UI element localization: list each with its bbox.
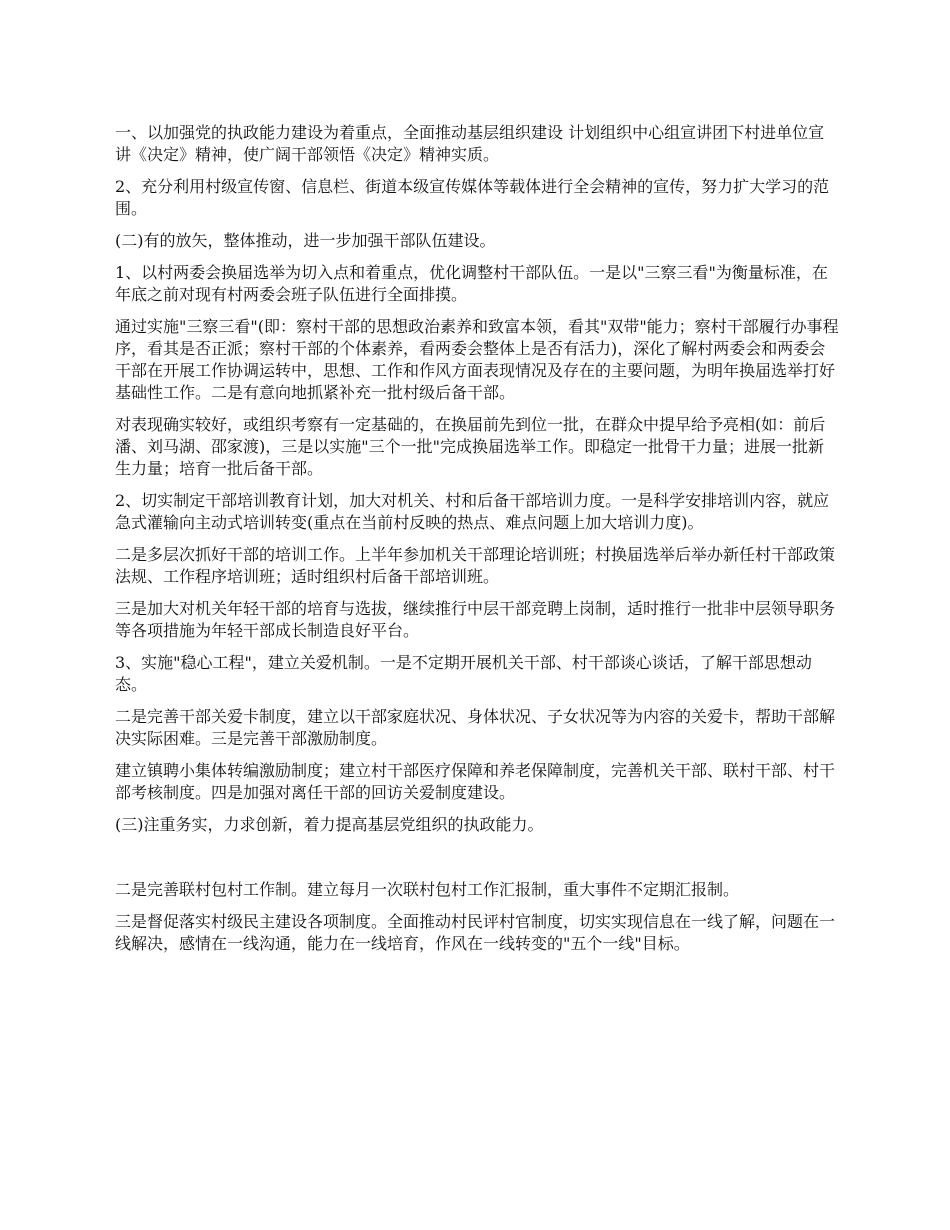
document-body: [115, 122, 839, 965]
paragraph-10: 3、实施"稳心工程"，建立关爱机制。一是不定期开展机关干部、村干部谈心谈话，了解干部思想动态。: [115, 653, 812, 694]
paragraph-6: 对表现确实较好，或组织考察有一定基础的，在换届前先到位一批，在群众中提早给予亮相(如：前后潘、刘马湖、邵家渡)，三是以实施"三个一批"完成换届选举工作。即稳定一批骨干力量；进展一批新生力量；培育一批后备干部。: [115, 415, 826, 478]
paragraph-7: 2、切实制定干部培训教育计划，加大对机关、村和后备干部培训力度。一是科学安排培训内容，就应急式灌输向主动式培训转变(重点在当前村反映的热点、难点问题上加大培训力度)。: [115, 491, 830, 532]
section-heading-2: (二)有的放矢，整体推动，进一步加强干部队伍建设。: [115, 231, 496, 250]
section-heading-3: (三)注重务实，力求创新，着力提高基层党组织的执政能力。: [115, 815, 544, 834]
paragraph-5: 通过实施"三察三看"(即：察村干部的思想政治素养和致富本领，看其"双带"能力；察村干部履行办事程序，看其是否正派；察村干部的个体素养，看两委会整体上是否有活力)，深化了解村两委会和两委会干部在开展工作协调运转中，思想、工作和作风方面表现情况及存在的主要问题，为明年换届选举打好基础性工作。二是有意向地抓紧补充一批村级后备干部。: [115, 317, 839, 402]
paragraph-9: 三是加大对机关年轻干部的培育与选拔，继续推行中层干部竞聘上岗制，适时推行一批非中层领导职务等各项措施为年轻干部成长制造良好平台。: [115, 599, 836, 640]
paragraph-8: 二是多层次抓好干部的培训工作。上半年参加机关干部理论培训班；村换届选举后举办新任村干部政策法规、工作程序培训班；适时组织村后备干部培训班。: [115, 545, 836, 586]
paragraph-2: 2、充分利用村级宣传窗、信息栏、街道本级宣传媒体等载体进行全会精神的宣传，努力扩大学习的范围。: [115, 177, 830, 218]
paragraph-1: 一、以加强党的执政能力建设为着重点，全面推动基层组织建设 计划组织中心组宣讲团下村进单位宣讲《决定》精神，使广阔干部领悟《决定》精神实质。: [115, 123, 825, 164]
paragraph-4: 1、以村两委会换届选举为切入点和着重点，优化调整村干部队伍。一是以"三察三看"为衡量标准，在年底之前对现有村两委会班子队伍进行全面排摸。: [115, 263, 828, 304]
paragraph-12: 建立镇聘小集体转编激励制度；建立村干部医疗保障和养老保障制度，完善机关干部、联村干部、村干部考核制度。四是加强对离任干部的回访关爱制度建设。: [115, 761, 836, 802]
paragraph-15: 三是督促落实村级民主建设各项制度。全面推动村民评村官制度，切实实现信息在一线了解，问题在一线解决，感情在一线沟通，能力在一线培育，作风在一线转变的"五个一线"目标。: [115, 912, 836, 953]
paragraph-14: 二是完善联村包村工作制。建立每月一次联村包村工作汇报制，重大事件不定期汇报制。: [115, 880, 740, 899]
paragraph-11: 二是完善干部关爱卡制度，建立以干部家庭状况、身体状况、子女状况等为内容的关爱卡，帮助干部解决实际困难。三是完善干部激励制度。: [115, 707, 836, 748]
